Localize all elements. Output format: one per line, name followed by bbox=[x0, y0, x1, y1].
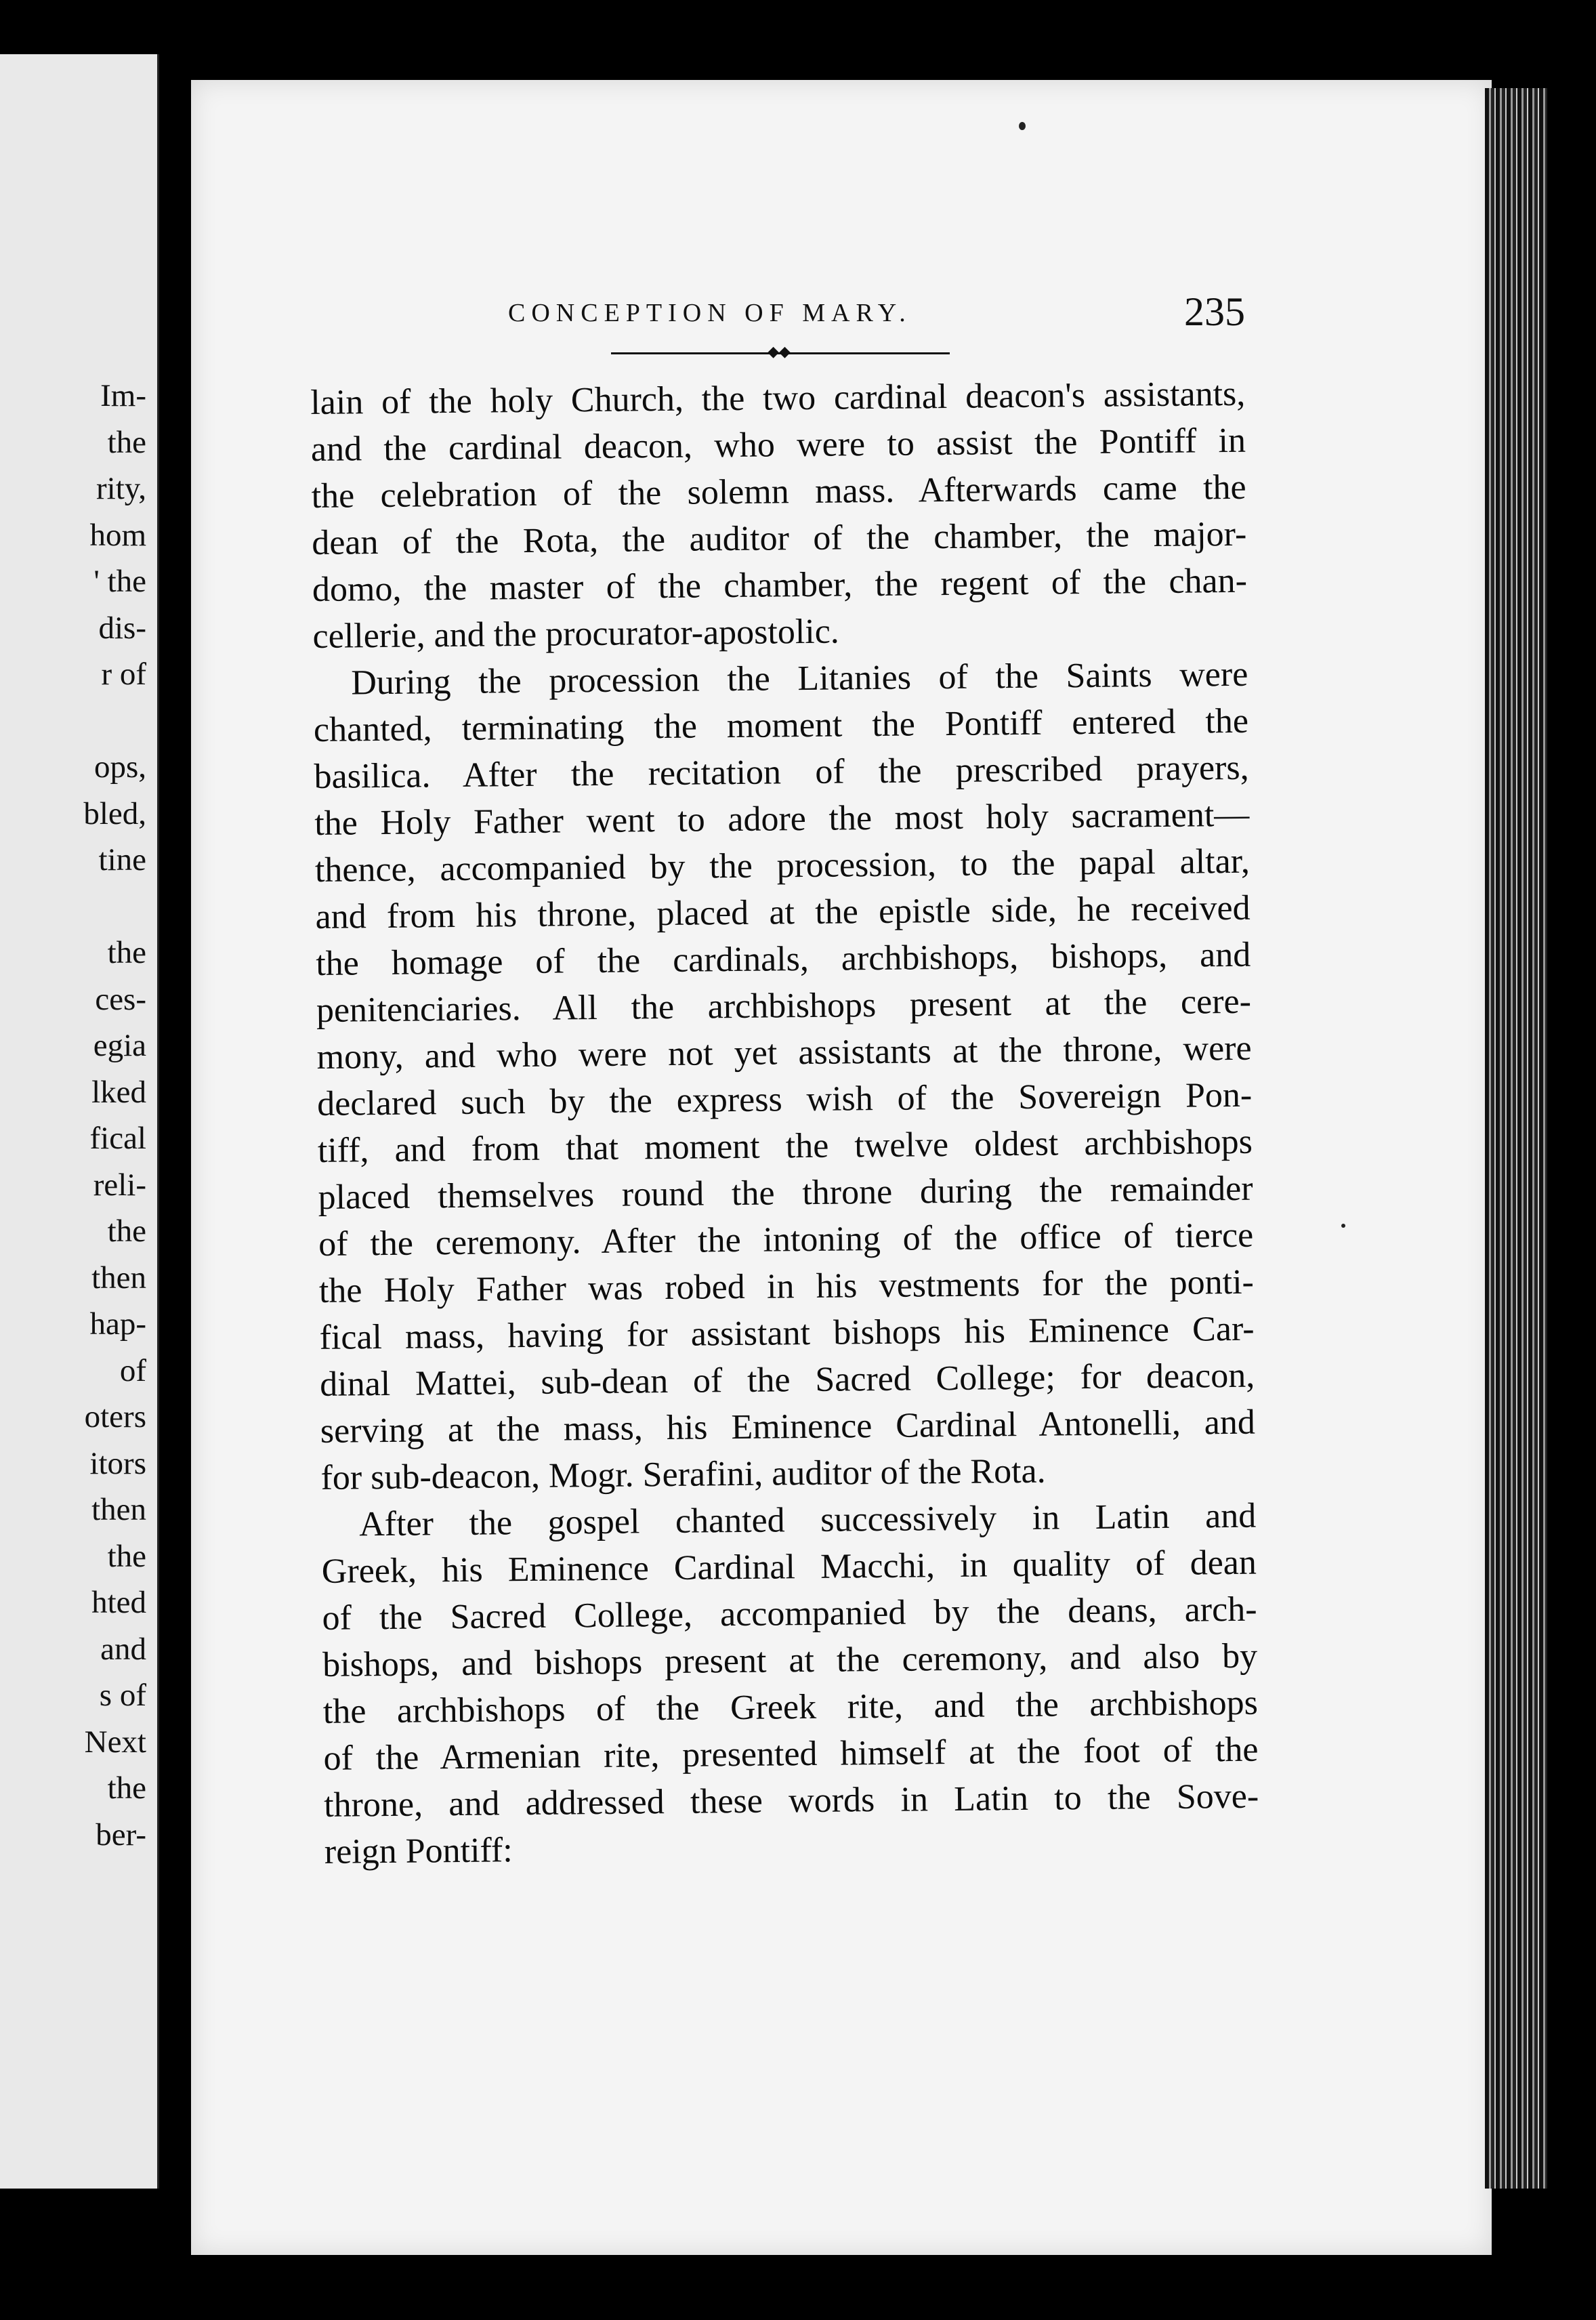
left-fragment: and bbox=[100, 1631, 146, 1667]
left-fragment: fical bbox=[89, 1121, 146, 1156]
text-line: the Holy Father was robed in his vestments for the ponti- bbox=[318, 1262, 1255, 1310]
left-fragment: r of bbox=[101, 657, 146, 692]
left-fragment: rity, bbox=[96, 471, 146, 506]
left-page-edge bbox=[0, 54, 159, 2189]
text-line: for sub-deacon, Mogr. Serafini, auditor of the Rota. bbox=[320, 1451, 1046, 1497]
left-fragment-gap bbox=[0, 884, 146, 930]
text-line: the Holy Father went to adore the most holy sacrament— bbox=[314, 795, 1250, 843]
left-fragment: the bbox=[107, 1214, 146, 1249]
left-fragment: the bbox=[107, 1538, 146, 1574]
left-fragment: then bbox=[91, 1260, 146, 1296]
text-line: dinal Mattei, sub-dean of the Sacred College; for deacon, bbox=[319, 1356, 1255, 1404]
left-fragment: ber- bbox=[96, 1817, 146, 1852]
left-fragment: tine bbox=[98, 842, 146, 877]
left-fragment-gap bbox=[0, 698, 146, 745]
ink-speck bbox=[1341, 1224, 1345, 1228]
text-line: domo, the master of the chamber, the regent of the chan- bbox=[312, 561, 1248, 609]
text-line: fical mass, having for assistant bishops his Eminence Car- bbox=[319, 1309, 1255, 1357]
left-fragment: itors bbox=[89, 1445, 146, 1481]
ink-speck bbox=[1019, 122, 1026, 130]
text-line: placed themselves round the throne during the remainder bbox=[318, 1169, 1253, 1217]
left-fragment: then bbox=[91, 1492, 146, 1527]
text-line: lain of the holy Church, the two cardinal deacon's assistants, bbox=[310, 374, 1246, 422]
left-fragment: the bbox=[107, 935, 146, 970]
left-fragment: the bbox=[107, 424, 146, 460]
text-line: bishops, and bishops present at the ceremony, and also by bbox=[322, 1636, 1258, 1684]
text-line: the celebration of the solemn mass. Afterwards came the bbox=[311, 468, 1246, 516]
text-line: Greek, his Eminence Cardinal Macchi, in quality of dean bbox=[321, 1543, 1257, 1591]
left-fragment: hted bbox=[91, 1585, 146, 1620]
left-fragment: the bbox=[107, 1770, 146, 1806]
left-fragment: ' the bbox=[93, 564, 146, 599]
text-line: the archbishops of the Greek rite, and the archbishops bbox=[322, 1683, 1259, 1731]
text-line: of the Armenian rite, presented himself at the foot of the bbox=[323, 1730, 1259, 1778]
text-line: chanted, terminating the moment the Pontiff entered the bbox=[313, 701, 1249, 749]
text-line: and from his throne, placed at the epistle side, he received bbox=[315, 888, 1251, 936]
paragraph bbox=[313, 651, 1256, 1501]
left-fragment: s of bbox=[99, 1678, 146, 1713]
left-fragment: of bbox=[119, 1352, 146, 1388]
left-fragment: hap- bbox=[89, 1306, 146, 1342]
paragraph bbox=[310, 371, 1248, 660]
left-fragment: egia bbox=[93, 1028, 146, 1063]
text-line: throne, and addressed these words in Latin to the Sove- bbox=[323, 1777, 1259, 1825]
text-line: and the cardinal deacon, who were to assist the Pontiff in bbox=[310, 421, 1246, 469]
paragraph bbox=[321, 1493, 1259, 1876]
text-line: After the gospel chanted successively in Latin and bbox=[358, 1496, 1257, 1544]
left-fragment: ops, bbox=[93, 749, 146, 785]
left-fragment: oters bbox=[84, 1399, 146, 1434]
ornament-icon: ◆◆ bbox=[768, 344, 791, 360]
text-line: dean of the Rota, the auditor of the chamber, the major- bbox=[312, 514, 1247, 562]
left-fragment: hom bbox=[89, 517, 146, 553]
left-fragment: Im- bbox=[100, 378, 146, 413]
left-fragment: ces- bbox=[95, 981, 146, 1017]
left-fragment: bled, bbox=[83, 795, 146, 831]
text-line: thence, accompanied by the procession, to the papal altar, bbox=[314, 842, 1251, 890]
text-line: the homage of the cardinals, archbishops, bishops, and bbox=[316, 935, 1251, 983]
text-line: of the ceremony. After the intoning of the office of tierce bbox=[318, 1216, 1254, 1264]
page-number: 235 bbox=[1184, 289, 1245, 334]
body-text bbox=[310, 371, 1259, 1876]
text-line: of the Sacred College, accompanied by the deans, arch- bbox=[322, 1590, 1257, 1638]
text-line: penitenciaries. All the archbishops present at the cere- bbox=[316, 982, 1252, 1030]
page-edges-stack bbox=[1485, 88, 1547, 2189]
left-page-line-fragments bbox=[0, 373, 146, 1858]
text-line: mony, and who were not yet assistants at the throne, were bbox=[316, 1029, 1252, 1077]
text-line: During the procession the Litanies of the Saints were bbox=[351, 655, 1248, 703]
running-head-title: CONCEPTION OF MARY. bbox=[508, 299, 912, 327]
text-line: reign Pontiff: bbox=[324, 1831, 513, 1871]
left-fragment: lked bbox=[91, 1074, 146, 1110]
text-line: basilica. After the recitation of the prescribed prayers, bbox=[314, 748, 1249, 796]
text-line: serving at the mass, his Eminence Cardinal Antonelli, and bbox=[320, 1403, 1256, 1451]
text-line: declared such by the express wish of the Sovereign Pon- bbox=[316, 1075, 1253, 1123]
running-head bbox=[508, 289, 1253, 360]
left-fragment: Next bbox=[84, 1724, 146, 1760]
text-line: cellerie, and the procurator-apostolic. bbox=[312, 612, 840, 656]
left-fragment: reli- bbox=[93, 1167, 146, 1203]
text-line: tiff, and from that moment the twelve oldest archbishops bbox=[317, 1122, 1253, 1170]
left-fragment: dis- bbox=[98, 610, 146, 646]
